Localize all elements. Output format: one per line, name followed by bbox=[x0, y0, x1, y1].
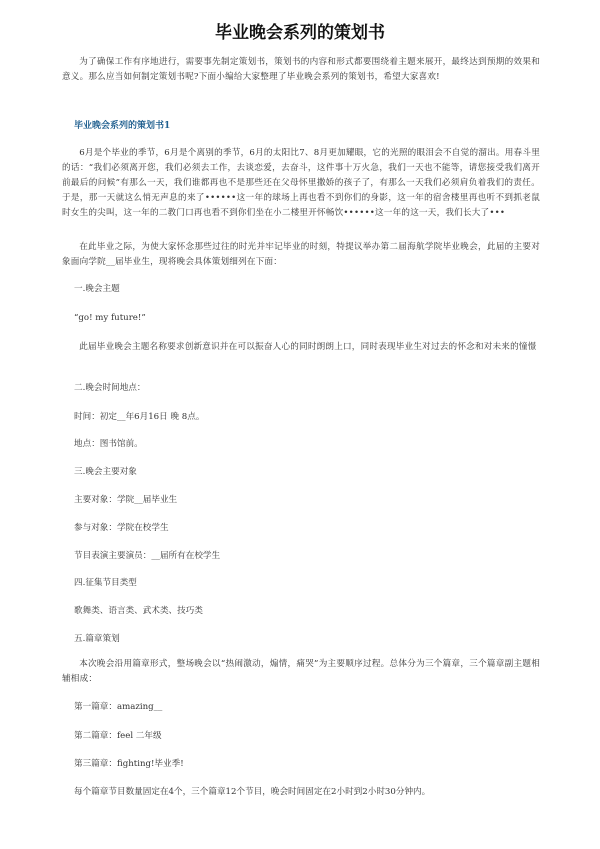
theme-text: “go! my future!” bbox=[74, 313, 146, 323]
theme-description: 此届毕业晚会主题名称要求创新意识并在可以振奋人心的同时朗朗上口，同时表现毕业生对过去的怀念和对未来的憧憬 bbox=[79, 342, 537, 352]
chapter-two: 第二篇章：feel 二年级 bbox=[74, 731, 162, 741]
purpose-paragraph: 在此毕业之际，为使大家怀念那些过往的时光并牢记毕业的时刻，特提议举办第二届海航学院毕业晚会，此届的主要对象面向学院__届毕业生，现将晚会具体策划细列在下面： bbox=[62, 242, 540, 267]
place-text: 地点：图书馆前。 bbox=[74, 439, 143, 449]
chapter-three: 第三篇章：fighting!毕业季! bbox=[74, 759, 184, 769]
program-duration: 每个篇章节目数量固定在4个，三个篇章12个节目，晚会时间固定在2小时到2小时30分钟内。 bbox=[74, 787, 431, 797]
main-audience: 主要对象：学院__届毕业生 bbox=[74, 495, 178, 505]
section-heading: 毕业晚会系列的策划书1 bbox=[74, 121, 171, 131]
chapter-one: 第一篇章：amazing__ bbox=[74, 702, 163, 712]
chapter-plan-description: 本次晚会沿用篇章形式，整场晚会以“热闹激动，煽情，痛哭”为主要顺序过程。总体分为三个篇章，三个篇章副主题相辅相成： bbox=[62, 659, 540, 684]
program-types-heading: 四.征集节目类型 bbox=[74, 578, 137, 588]
program-types: 歌舞类、语言类、武术类、技巧类 bbox=[74, 606, 203, 616]
intro-paragraph: 为了确保工作有序地进行，需要事先制定策划书，策划书的内容和形式都要围绕着主题来展开，最终达到预期的效果和意义。那么应当如何制定策划书呢?下面小编给大家整理了毕业晚会系列的策划书，希望大家喜欢! bbox=[62, 57, 540, 82]
time-place-heading: 二.晚会时间地点： bbox=[74, 383, 146, 393]
opening-paragraph: 6月是个毕业的季节，6月是个离别的季节，6月的太阳比7、8月更加耀眼，它的光照的眼泪会不自觉的溜出。用春斗里的话：“我们必须离开您，我们必须去工作，去谈恋爱，去奋斗，这件事十万火急，我们一天也不能等，请您接受我们离开前最后的问候”有那么一天，我们谁都再也不是那些还在父母怀里撒娇的孩子了，有那么一天我们必须肩负着我们的责任。于是，那一天就这么悄无声息的来了••••••这一年的球场上再也看不到你们的身影，这一年的宿舍楼里再也听不到抓老鼠时女生的尖叫，这一年的二教门口再也看不到你们坐在小二楼里开怀畅饮••••••这一年的这一天，我们长大了••• bbox=[62, 148, 540, 218]
chapter-plan-heading: 五.篇章策划 bbox=[74, 634, 120, 644]
theme-heading: 一.晚会主题 bbox=[74, 284, 120, 294]
document-title: 毕业晚会系列的策划书 bbox=[215, 23, 385, 43]
performers: 节目表演主要演员：__届所有在校学生 bbox=[74, 551, 221, 561]
participants: 参与对象：学院在校学生 bbox=[74, 523, 169, 533]
audience-heading: 三.晚会主要对象 bbox=[74, 467, 137, 477]
time-text: 时间：初定__年6月16日 晚 8点。 bbox=[74, 412, 205, 422]
